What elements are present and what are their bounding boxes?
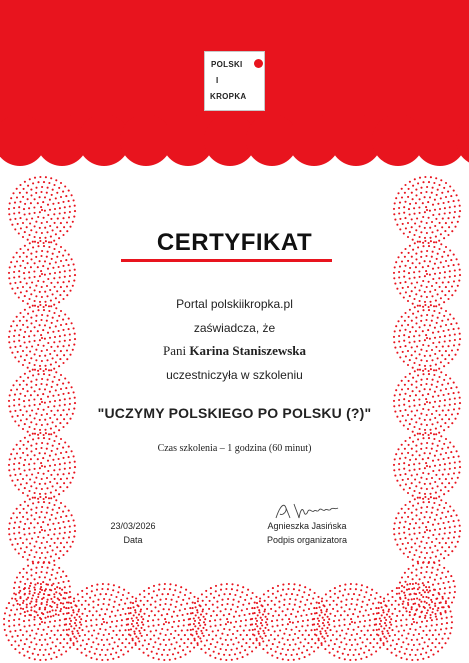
dotted-circle — [189, 583, 267, 661]
date-value: 23/03/2026 — [110, 521, 156, 531]
signer-name: Agnieszka Jasińska — [267, 521, 347, 531]
dotted-circle — [65, 583, 143, 661]
dotted-circle — [375, 583, 453, 661]
polski-i-kropka-logo — [204, 51, 265, 111]
participated-line: uczestniczyła w szkoleniu — [166, 368, 303, 382]
course-title: "UCZYMY POLSKIEGO PO POLSKU (?)" — [97, 405, 372, 421]
dotted-circle — [8, 496, 76, 564]
dotted-circle — [313, 583, 391, 661]
recipient-name: Karina Staniszewska — [189, 343, 307, 358]
title-underline — [121, 259, 332, 262]
recipient-line — [0, 343, 469, 359]
dotted-circle — [8, 304, 76, 372]
logo-line-3: KROPKA — [210, 92, 247, 101]
dotted-circle — [393, 496, 461, 564]
dotted-circle — [251, 583, 329, 661]
dotted-circle — [127, 583, 205, 661]
certificate-title: CERTYFIKAT — [156, 229, 313, 256]
logo-red-dot-icon — [254, 59, 263, 68]
logo-line-1: POLSKI — [211, 60, 243, 69]
date-label: Data — [123, 535, 143, 545]
salutation: Pani — [162, 343, 187, 358]
dotted-circle — [393, 304, 461, 372]
attests-line: zaświadcza, że — [193, 321, 276, 335]
course-duration: Czas szkolenia – 1 godzina (60 minut) — [157, 443, 312, 454]
portal-line: Portal polskiikropka.pl — [176, 297, 293, 311]
signature-label: Podpis organizatora — [266, 535, 348, 545]
dotted-circle — [3, 583, 81, 661]
logo-line-2: I — [216, 76, 219, 85]
